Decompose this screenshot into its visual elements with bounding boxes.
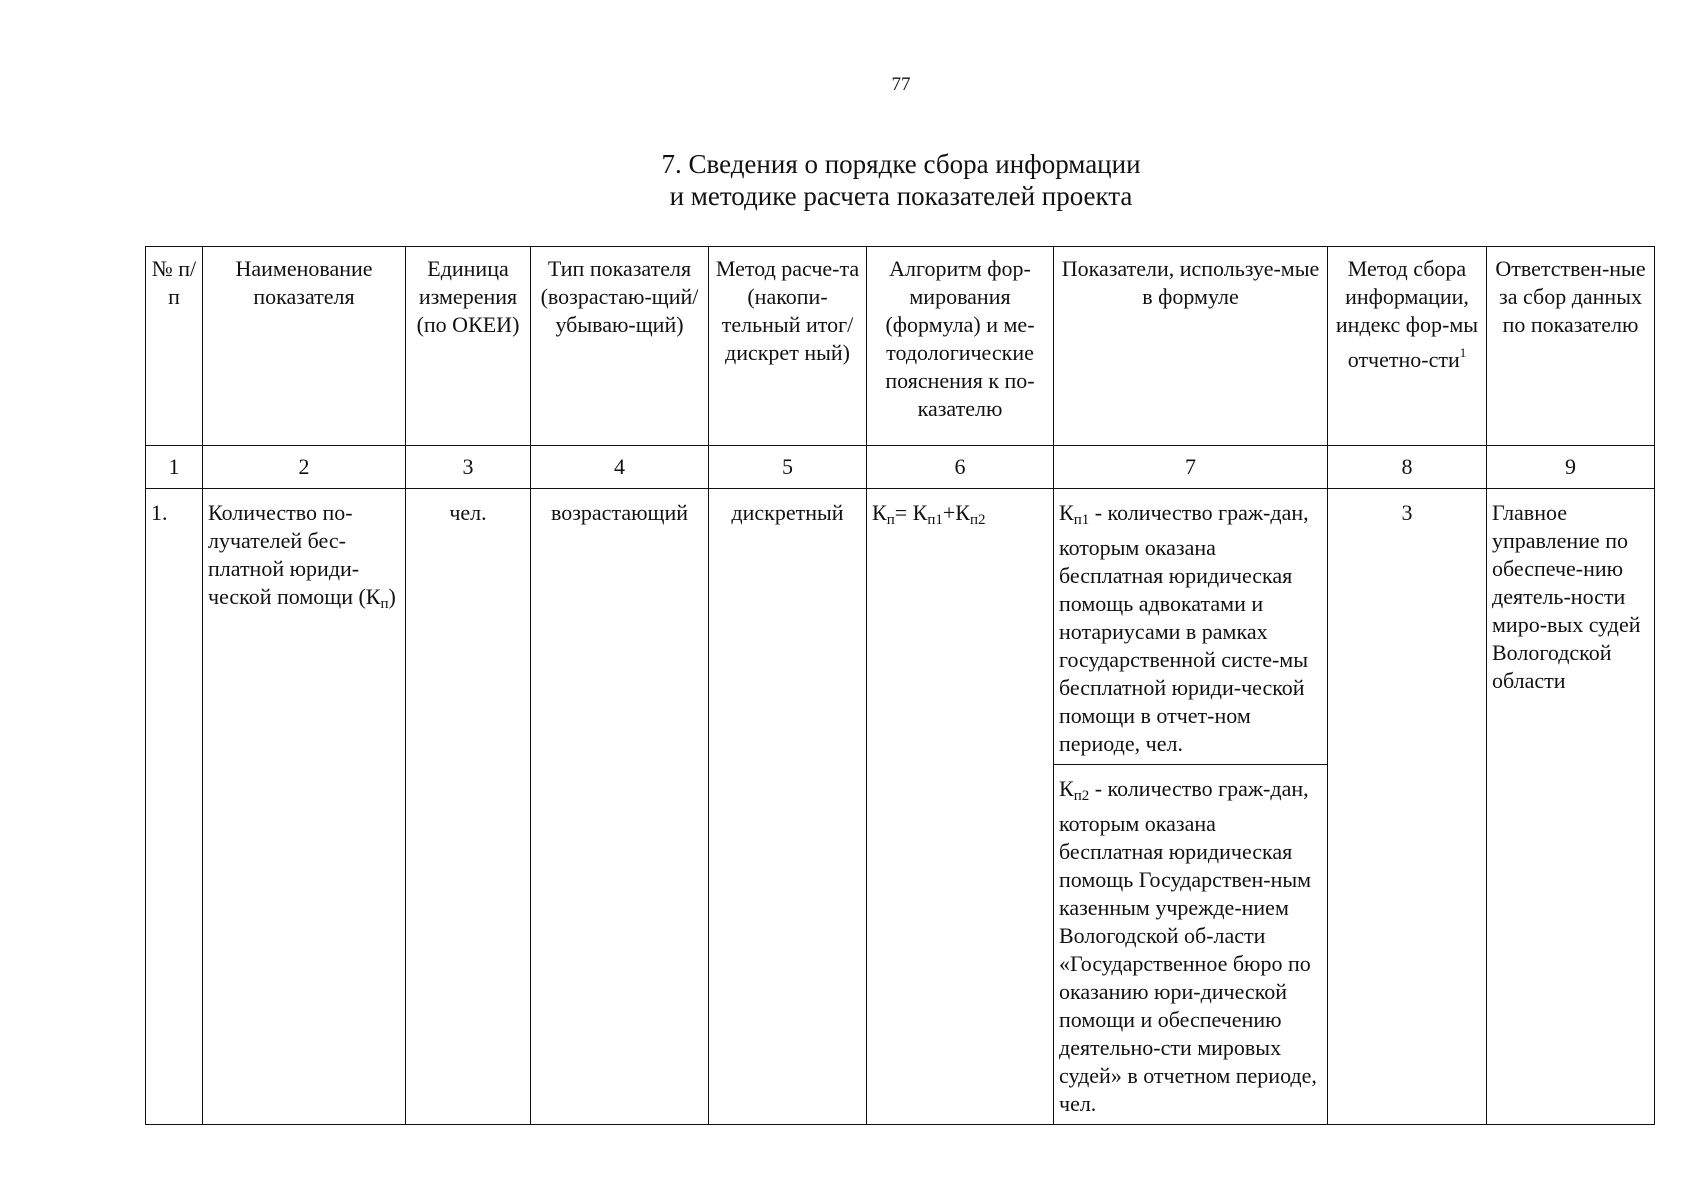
header-algorithm: Алгоритм фор-мирования (формула) и ме-тодологические пояснения к по-казателю bbox=[867, 247, 1054, 446]
column-number: 9 bbox=[1487, 446, 1655, 489]
indicator-kp2-text: - количество граж-дан, которым оказана бесплатная юридическая помощь Государствен-ным казенным учрежде-нием Вологодской об-ласти «Государственное бюро по оказанию юри-дической помощи и обеспечению деятельно-сти мировых судей» в отчетном периоде, чел. bbox=[1059, 776, 1317, 1116]
column-number-row bbox=[146, 446, 1655, 489]
indicators-table bbox=[145, 246, 1655, 1125]
formula-kp1-subscript: п1 bbox=[927, 512, 943, 528]
indicator-kp1-subscript: п1 bbox=[1073, 512, 1090, 528]
column-number: 5 bbox=[709, 446, 867, 489]
indicator-name-text: Количество по-лучателей бес-платной юриди-ческой помощи (К bbox=[208, 500, 381, 609]
indicator-kp2-label: К bbox=[1059, 776, 1074, 801]
indicator-kp2-subscript: п2 bbox=[1073, 788, 1090, 804]
indicator-kp1 bbox=[1054, 489, 1327, 764]
header-indicator-type: Тип показателя (возрастаю-щий/ убываю-щий) bbox=[531, 247, 709, 446]
column-number: 8 bbox=[1328, 446, 1487, 489]
header-row bbox=[146, 247, 1655, 446]
column-number: 6 bbox=[867, 446, 1054, 489]
indicator-type-value: возрастающий bbox=[531, 489, 709, 1125]
formula-plus: +К bbox=[942, 500, 970, 525]
header-unit: Единица измерения (по ОКЕИ) bbox=[406, 247, 531, 446]
table-row bbox=[146, 489, 1655, 1125]
header-responsible: Ответствен-ные за сбор данных по показателю bbox=[1487, 247, 1655, 446]
indicator-name-close: ) bbox=[388, 584, 396, 609]
responsible-value: Главное управление по обеспече-нию деятель-ности миро-вых судей Вологодской области bbox=[1487, 489, 1655, 1125]
column-number: 7 bbox=[1054, 446, 1328, 489]
formula-indicators bbox=[1054, 489, 1328, 1125]
formula-k: К bbox=[872, 500, 887, 525]
indicator-name-subscript: п bbox=[380, 596, 389, 612]
formula-equals: = К bbox=[894, 500, 928, 525]
column-number: 4 bbox=[531, 446, 709, 489]
unit-value: чел. bbox=[406, 489, 531, 1125]
header-calc-method: Метод расче-та (накопи-тельный итог/дискрет ный) bbox=[709, 247, 867, 446]
header-collection-method bbox=[1328, 247, 1487, 446]
page-number: 77 bbox=[891, 74, 911, 95]
column-number: 2 bbox=[203, 446, 406, 489]
header-collection-method-text: Метод сбора информации, индекс фор-мы отчетно-сти bbox=[1335, 256, 1479, 372]
section-title bbox=[0, 148, 1699, 212]
header-formula-indicators: Показатели, используе-мые в формуле bbox=[1054, 247, 1328, 446]
indicator-kp1-text: - количество граж-дан, которым оказана бесплатная юридическая помощь адвокатами и нотариусами в рамках государственной систе-мы бесплатной юриди-ческой помощи в отчет-ном периоде, чел. bbox=[1059, 500, 1309, 756]
column-number: 1 bbox=[146, 446, 203, 489]
formula bbox=[867, 489, 1054, 1125]
row-number: 1. bbox=[146, 489, 203, 1125]
formula-k-subscript: п bbox=[886, 512, 895, 528]
title-line-2: и методике расчета показателей проекта bbox=[669, 181, 1133, 211]
indicator-name bbox=[203, 489, 406, 1125]
indicator-kp2 bbox=[1054, 764, 1327, 1124]
calc-method-value: дискретный bbox=[709, 489, 867, 1125]
column-number: 3 bbox=[406, 446, 531, 489]
collection-method-value: 3 bbox=[1328, 489, 1487, 1125]
indicator-kp1-label: К bbox=[1059, 500, 1074, 525]
header-number: № п/п bbox=[146, 247, 203, 446]
formula-kp2-subscript: п2 bbox=[969, 512, 986, 528]
title-line-1: 7. Сведения о порядке сбора информации bbox=[661, 149, 1141, 179]
footnote-mark: 1 bbox=[1459, 345, 1467, 360]
header-indicator-name: Наименование показателя bbox=[203, 247, 406, 446]
